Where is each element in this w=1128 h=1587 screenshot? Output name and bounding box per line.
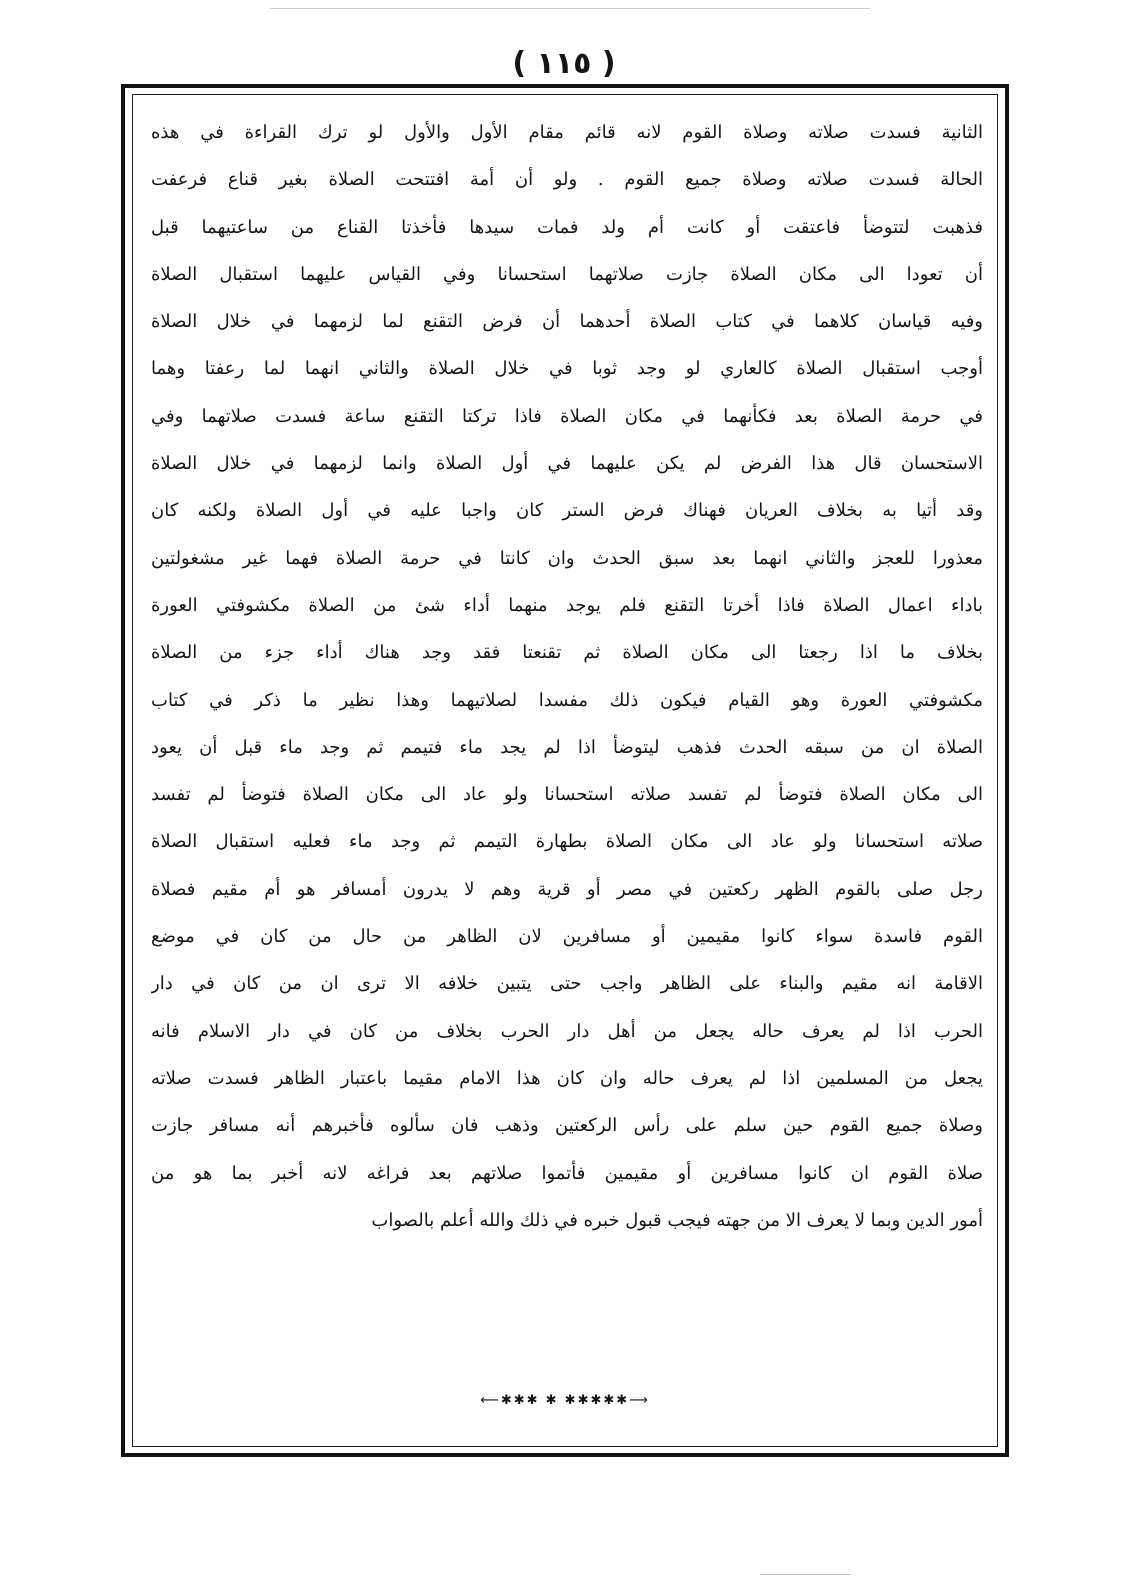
page-frame [121,84,1009,1457]
text-line: صلاته استحسانا ولو عاد الى مكان الصلاة بطهارة التيمم ثم وجد ماء فعليه استقبال الصلاة [151,831,983,853]
text-line: أمور الدين وبما لا يعرف الا من جهته فيجب قبول خبره في ذلك والله أعلم بالصواب [371,1209,983,1231]
text-line: معذورا للعجز والثاني انهما بعد سبق الحدث وان كانتا في حرمة الصلاة فهما غير مشغولتين [151,547,983,569]
text-line: الثانية فسدت صلاته وصلاة القوم لانه قائم مقام الأول والأول لو ترك القراءة في هذه [151,122,983,143]
text-line: الحالة فسدت صلاته وصلاة جميع القوم . ولو أن أمة افتتحت الصلاة بغير قناع فرعفت [151,169,983,191]
text-line: يجعل من المسلمين اذا لم يعرف حاله وان كان هذا الامام مقيما باعتبار الظاهر فسدت صلاته [151,1067,983,1089]
text-line: فذهبت لتتوضأ فاعتقت أو كانت أم ولد فمات سيدها فأخذتا القناع من ساعتيهما قبل [151,216,983,238]
text-line: مكشوفتي العورة وهو القيام فيكون ذلك مفسدا لصلاتيهما وهذا نظير ما ذكر في كتاب [151,689,983,711]
text-line: وفيه قياسان كلاهما في كتاب الصلاة أحدهما أن فرض التقنع لما لزمهما في خلال الصلاة [151,311,983,333]
text-line: الاقامة انه مقيم والبناء على الظاهر واجب حتى يتبين خلافه الا ترى ان من كان في دار [151,973,983,995]
text-line: الى مكان الصلاة فتوضأ لم تفسد صلاته استحسانا ولو عاد الى مكان الصلاة فتوضأ لم تفسد [151,784,983,806]
page-frame-inner [132,94,998,1447]
text-line: الحرب اذا لم يعرف حاله يجعل من أهل دار الحرب بخلاف من كان في دار الاسلام فانه [151,1020,983,1042]
text-line: بخلاف ما اذا رجعتا الى مكان الصلاة ثم تقنعتا فقد وجد هناك أداء جزء من الصلاة [151,642,983,664]
text-line: في حرمة الصلاة بعد فكأنهما في مكان الصلاة فاذا تركتا التقنع ساعة فسدت صلاتهما وفي [151,405,983,427]
text-line: رجل صلى بالقوم الظهر ركعتين في مصر أو قرية وهم لا يدرون أمسافر هو أم مقيم فصلاة [151,878,983,900]
page-number: ( ١١٥ ) [512,46,616,81]
ornament-divider: ⟵✱✱✱ ✱ ✱✱✱✱✱⟶ [480,1393,650,1408]
bottom-scan-mark [760,1574,850,1575]
text-line: القوم فاسدة سواء كانوا مقيمين أو مسافرين لان الظاهر من حال من كان في موضع [151,926,983,948]
text-line: الاستحسان قال هذا الفرض لم يكن عليهما في أول الصلاة وانما لزمهما في خلال الصلاة [151,453,983,475]
text-line: باداء اعمال الصلاة فاذا أخرتا التقنع فلم يوجد منهما أداء شئ من الصلاة مكشوفتي العورة [151,594,983,616]
text-block [151,109,983,1244]
text-line: صلاة القوم ان كانوا مسافرين أو مقيمين فأتموا صلاتهم بعد فراغه لانه أخبر بما هو من [151,1162,983,1184]
text-line: أن تعودا الى مكان الصلاة جازت صلاتهما استحسانا وفي القياس عليهما استقبال الصلاة [151,263,983,285]
text-line: وقد أتيا به بخلاف العريان فهناك فرض الستر كان واجبا عليه في أول الصلاة ولكنه كان [151,500,983,522]
text-line: وصلاة جميع القوم حين سلم على رأس الركعتين وذهب فان سألوه فأخبرهم أنه مسافر جازت [151,1115,983,1137]
top-scan-rule [270,8,870,9]
text-line: أوجب استقبال الصلاة كالعاري لو وجد ثوبا في خلال الصلاة والثاني انهما لما رعفتا وهما [151,358,983,380]
text-line: الصلاة ان من سبقه الحدث فذهب ليتوضأ اذا لم يجد ماء فتيمم ثم وجد ماء قبل أن يعود [151,736,983,758]
